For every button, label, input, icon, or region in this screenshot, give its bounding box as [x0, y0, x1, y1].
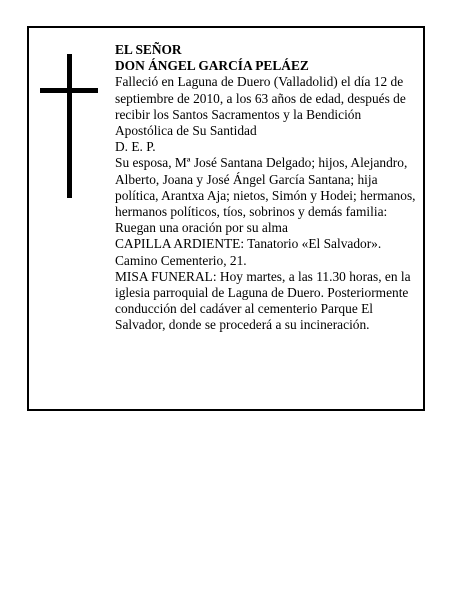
family-list: Su esposa, Mª José Santana Delgado; hijos, Alejandro, Alberto, Joana y José Ángel García Santana; hija política, Arantxa Aja; nietos, Simón y Hodei; hermanos, hermanos políticos, tíos, sobrinos y demás familia: — [115, 155, 416, 220]
funeral-chapel: CAPILLA ARDIENTE: Tanatorio «El Salvador». Camino Cementerio, 21. — [115, 236, 382, 268]
obituary-text — [115, 42, 421, 334]
cross-vertical-bar — [67, 54, 72, 198]
deceased-name: DON ÁNGEL GARCÍA PELÁEZ — [115, 58, 309, 74]
obituary-notice — [27, 26, 425, 411]
heading-line-1: EL SEÑOR — [115, 42, 182, 57]
funeral-mass: MISA FUNERAL: Hoy martes, a las 11.30 horas, en la iglesia parroquial de Laguna de Duero. Posteriormente conducción del cadáver al cementerio Parque El Salvador, donde se procederá a su incineración. — [115, 268, 411, 333]
cross-horizontal-bar — [40, 88, 98, 93]
prayer-request: Ruegan una oración por su alma — [115, 220, 288, 236]
latin-cross-icon — [40, 54, 98, 198]
rest-in-peace: D. E. P. — [115, 139, 156, 155]
death-details: Falleció en Laguna de Duero (Valladolid) el día 12 de septiembre de 2010, a los 63 años de edad, después de recibir los Santos Sacramentos y la Bendición Apostólica de Su Santidad — [115, 74, 406, 139]
